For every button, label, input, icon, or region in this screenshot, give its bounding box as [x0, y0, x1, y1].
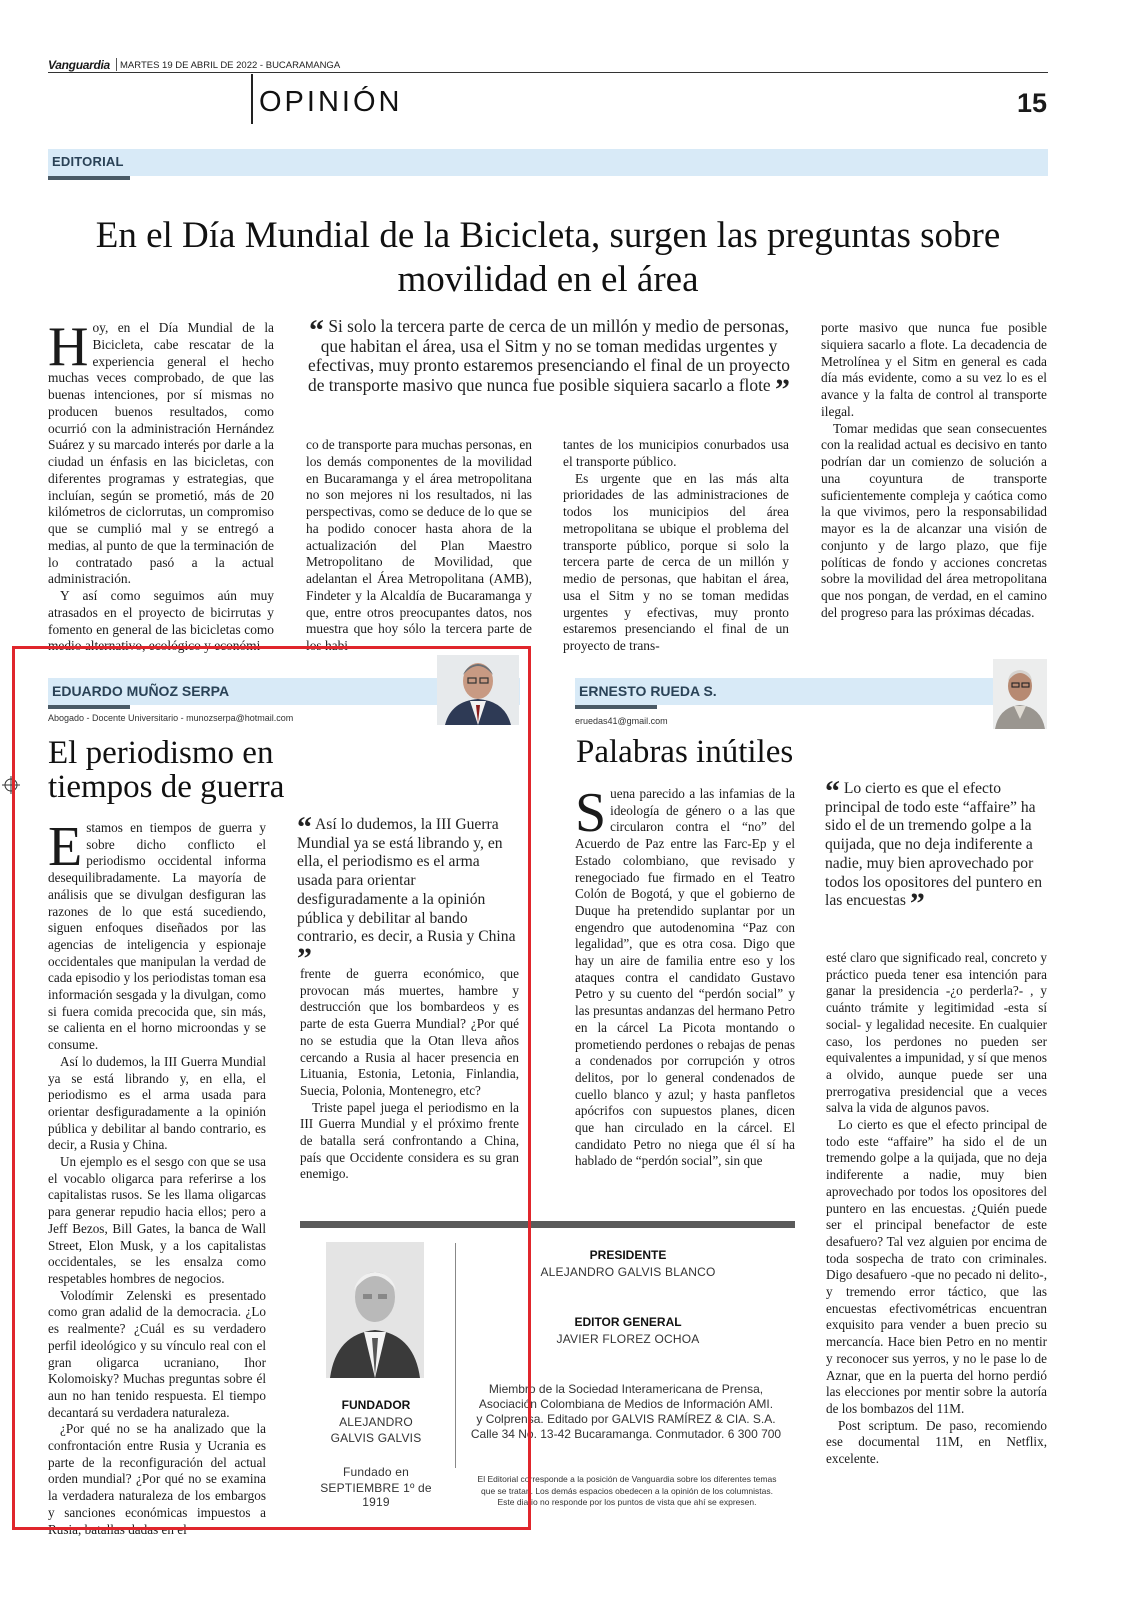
column-paragraph: Un ejemplo es el sesgo con que se usa el vocablo oligarca para referirse a los capitalistas rusos. Se les llama oligarcas para generar repudio hacia ellos; pero a Jeff Bezos, Bill Gates, la banca de Wall Street, Elon Musk, y a los capitalistas occidentales, se les ensalza como respetables hombres de negocios. — [48, 1154, 266, 1286]
open-quote-icon: “ — [297, 811, 312, 844]
president-name: ALEJANDRO GALVIS BLANCO — [540, 1265, 716, 1279]
editorial-pull-quote — [300, 314, 798, 407]
pull-quote-text: Si solo la tercera parte de cerca de un millón y medio de personas, que habitan el área, usa el Sitm y no se toman medidas urgentes y efectivas, muy pronto estaremos presenciando el final de un proyecto de transporte masivo que nunca fue posible siquiera sacarlo a flote — [308, 316, 790, 396]
editorial-paragraph: Y así como seguimos aún muy atrasados en el proyecto de bicirrutas y fomento en general de las bicicletas como medio alternativo, ecológico y económi- — [48, 588, 274, 654]
editorial-column-4 — [821, 320, 1047, 622]
close-quote-icon: ” — [297, 941, 312, 975]
column-right-body-2 — [826, 950, 1047, 1468]
editor-name: JAVIER FLOREZ OCHOA — [556, 1332, 700, 1346]
editorial-paragraph: co de transporte para muchas personas, en los demás componentes de la movilidad en Bucaramanga y el área metropolitana no son mejores ni los resultados, ni las perspectivas, como se deduce de lo que se ha podido conocer hasta ahora de la actualización del Plan Maestro Metropolitano de Movilidad, que adelantan el Área Metropolitana (AMB), Findeter y la Alcaldía de Bucaramanga y que, entre otros preocupantes datos, nos muestra que hoy sólo la tercera parte de los habi- — [306, 437, 532, 653]
column-paragraph: Así lo dudemos, la III Guerra Mundial ya se está librando y, en ella, el periodismo es el arma usada para orientar desfiguradamente a la opinión pública y debilitar al bando contrario, es decir, a Rusia y China. — [48, 1053, 266, 1153]
founder-name-line-1: ALEJANDRO — [339, 1415, 413, 1429]
close-quote-icon: ” — [774, 373, 790, 407]
editorial-band-marker — [48, 176, 130, 180]
editorial-paragraph: porte masivo que nunca fue posible siquiera sacarlo a flote. La decadencia de Metrolínea y el Sitm en general es cada día más evidente, como a su vez lo es el avance y la falta de control al transporte ilegal. — [821, 320, 1047, 419]
open-quote-icon: “ — [825, 775, 840, 808]
column-paragraph: frente de guerra económico, que provocan más muertes, hambre y destrucción que los bombardeos y es parte de esta Guerra Mundial? ¿Por qué no se estudia que la Otan lleva años cercando a Rusia al hacer presencia en Lituania, Estonia, Letonia, Finlandia, Suecia, Polonia, Montenegro, etc? — [300, 966, 519, 1098]
column-title-right: Palabras inútiles — [576, 734, 794, 770]
founder-label: FUNDADOR — [341, 1398, 411, 1412]
column-paragraph: uena parecido a las infamias de la ideología de género o a las que circularon contra el “no” del Acuerdo de Paz entre las Farc-Ep y el Estado colombiano, que revisado y renegociado fue firmado en el Teatro Colón de Bogotá, y que el gobierno de Duque ha pretendido suplantar por un engendro que autodenomina “Paz con legalidad”, que es otra cosa. Digo que hay un aire de familia entre eso y los ataques contra el candidato Gustavo Petro y su cuento del “perdón social” y las presuntas andanzas del hermano Petro en la cárcel La Picota montando o prometiendo perdones o rebajas de penas a condenados por corrupción y otros delitos, por lo general condenados de cuello blanco y azul; y hasta panfletos apócrifos con supuestos planes, dicen que han circulado en la cárcel. El candidato Petro no niega que él sí ha hablado de “perdón social”, sin que — [575, 786, 795, 1169]
author-meta-left: Abogado - Docente Universitario - munozserpa@hotmail.com — [48, 713, 294, 723]
editorial-headline: En el Día Mundial de la Bicicleta, surgen las preguntas sobre movilidad en el área — [95, 215, 1001, 300]
close-quote-icon: ” — [909, 887, 925, 921]
column-title-left: El periodismo en tiempos de guerra — [48, 735, 285, 805]
column-paragraph: Triste papel juega el periodismo en la III Guerra Mundial y el próximo frente de batalla será confrontando a China, país que Occidente considera es su gran enemigo. — [300, 1099, 519, 1182]
disclaimer-line: El Editorial corresponde a la posición de Vanguardia sobre los diferentes temas — [477, 1474, 777, 1484]
masthead-divider — [116, 58, 117, 71]
pull-quote-text: Así lo dudemos, la III Guerra Mundial ya se está librando y, en ella, el periodismo es el arma usada para orientar desfiguradamente a la opinión pública y debilitar al bando contrario, es decir, a Rusia y China — [297, 816, 516, 946]
issue-date: MARTES 19 DE ABRIL DE 2022 - BUCARAMANGA — [120, 60, 341, 71]
founder-name-line-2: GALVIS GALVIS — [330, 1431, 422, 1445]
editorial-band — [48, 149, 1048, 176]
author-photo-right — [993, 659, 1047, 729]
editorial-paragraph: tantes de los municipios conurbados usa el transporte público. — [563, 437, 789, 469]
founded-label: Fundado en — [342, 1465, 410, 1479]
column-paragraph: ¿Por qué no se ha analizado que la confrontación entre Rusia y Ucrania es parte de la reconfiguración del actual orden mundial? ¿Por qué no se examina la verdadera naturaleza de los embargos y sanciones económicas impuestos a Rusia, batallas dadas en el — [48, 1421, 266, 1537]
editor-label: EDITOR GENERAL — [574, 1315, 682, 1329]
pull-quote-text: Lo cierto es que el efecto principal de todo este “affaire” ha sido el de un tremendo golpe a la quijada, que no deja indiferente a nadie, muy bien aprovechado por todos los opositores del puntero en las encuestas — [825, 780, 1042, 910]
column-paragraph: Volodímir Zelenski es presentado como gran adalid de la democracia. ¿Lo es realmente? ¿Cuál es su verdadero perfil ideológico y su vínculo real con el gran oligarca ucraniano, Ihor Kolomoisky? Muchas preguntas sobre él aun no han tenido respuesta. El tiempo decantará su verdadera naturaleza. — [48, 1287, 266, 1420]
editorial-column-2 — [306, 437, 532, 655]
author-band-marker — [575, 705, 657, 709]
author-meta-right: eruedas41@gmail.com — [575, 716, 668, 726]
column-right-body-1 — [575, 782, 795, 1170]
section-title: OPINIÓN — [259, 86, 403, 118]
founded-date: SEPTIEMBRE 1º de 1919 — [320, 1481, 432, 1509]
column-paragraph: stamos en tiempos de guerra y sobre dicho conflicto el periodismo occidental informa desequilibradamente. La mayoría de análisis que se divulgan desfiguran las razones de lo que está sucediendo, siguen enfoques diseñados por las agencias de inteligencia y espionaje occidentales que manipulan la verdad de cada episodio y los periodistas toman esa información sesgada y la divulgan, como si fuera comida precocida que, sin más, se calienta en el horno microondas y se consume. — [48, 820, 266, 1053]
disclaimer-line: Este diario no responde por los puntos de vista que ahí se expresen. — [497, 1497, 757, 1507]
membership-line: y Colprensa. Editado por GALVIS RAMÍREZ & CIA. S.A. — [476, 1412, 776, 1426]
column-right-pull-quote — [825, 775, 1047, 921]
drop-cap: E — [48, 816, 83, 878]
editorial-label: EDITORIAL — [52, 154, 124, 169]
author-name-left: EDUARDO MUÑOZ SERPA — [52, 683, 230, 699]
column-paragraph: esté claro que significado real, concreto y práctico pueda tener esa intención para ganar la presidencia -¿o perderla?- , y cuánto trámite y legitimidad -esta sí social- y legalidad necesite. En cualquier caso, los perdones no pueden ser equivalentes a impunidad, y sí que menos a olvido, aunque puede ser una prerrogativa presidencial que a veces salva la vida de algunos pavos. — [826, 950, 1047, 1116]
membership-line: Calle 34 No. 13-42 Bucaramanga. Conmutador. 6 300 700 — [470, 1427, 782, 1441]
membership-line: Asociación Colombiana de Medios de Información AMI. — [478, 1397, 774, 1411]
editorial-column-1 — [48, 316, 274, 655]
drop-cap: S — [575, 782, 607, 844]
president-label: PRESIDENTE — [589, 1248, 667, 1262]
masthead-rule — [48, 72, 1048, 73]
author-name-right: ERNESTO RUEDA S. — [579, 683, 717, 699]
disclaimer-line: que se tratan. Los demás espacios obedecen a la opinión de los columnistas. — [480, 1485, 774, 1496]
brand-logo: Vanguardia — [48, 58, 110, 72]
editorial-paragraph: Es urgente que en las más alta prioridades de las administraciones de todos los municipios del área metropolitana se ubique el problema del transporte público, porque si solo la tercera parte de cerca de un millón y medio de personas, que habitan el área, usa el Sitm y no se toman medidas urgentes y efectivas, muy pronto estaremos presenciando el final de un proyecto de trans- — [563, 470, 789, 653]
editorial-paragraph: oy, en el Día Mundial de la Bicicleta, cabe rescatar de la experiencia general el hecho muchas veces comprobado, de que las buenas intenciones, por sí mismas no producen buenos resultados, como ocurrió con la administración Hernández Suárez y su marcado interés por darle a la ciudad un énfasis en las bicicletas, con diferentes programas y estrategias, que incluían, según se prometió, más de 20 kilómetros de ciclorrutas, un compromiso que se cumplió mal y se entregó a medias, al punto de que la terminación de lo contratado pasó a la actual administración. — [48, 320, 274, 587]
open-quote-icon: “ — [308, 314, 324, 347]
drop-cap: H — [48, 316, 89, 378]
editorial-paragraph: Tomar medidas que sean consecuentes con la realidad actual es decisivo en tanto podrían dar un comienzo de solución a una coyuntura de transporte suficientemente compleja y caótica como la que vivimos, pero la responsabilidad mayor es la de alcanzar una visión de conjunto y de largo plazo, que fije políticas de fondo y acciones concretas sobre la movilidad del área metropolitana que nos pongan, de verdad, en el camino del progreso para las próximas décadas. — [821, 420, 1047, 620]
page-number: 15 — [1016, 88, 1047, 118]
column-paragraph: Post scriptum. De paso, recomiendo ese documental 11M, en Netflix, excelente. — [826, 1417, 1047, 1467]
membership-line: Miembro de la Sociedad Interamericana de Prensa, — [488, 1382, 764, 1396]
highlight-box — [12, 646, 531, 1530]
column-paragraph: Lo cierto es que el efecto principal de todo este “affaire” ha sido el de un tremendo golpe a la quijada, que no deja indiferente a nadie, muy bien aprovechado por todos los opositores del puntero en las encuestas. ¿Quién puede ser el principal benefactor de este desafuero? Tal vez alguien por encima de toda sospecha de trato con criminales. Digo desafuero -que no pecado ni delito-, y tremendo error táctico, que las encuestas efectivométricas encuentran exquisito para vender a buen precio su mercancía. Hace bien Petro en no mentir y reconocer sus yerros, y no le pase lo de Aznar, que en la puerta del horno perdió las elecciones por mentir sobre la autoría de los bombazos del 11M. — [826, 1117, 1047, 1416]
section-divider — [251, 74, 253, 124]
editorial-column-3 — [563, 437, 789, 655]
